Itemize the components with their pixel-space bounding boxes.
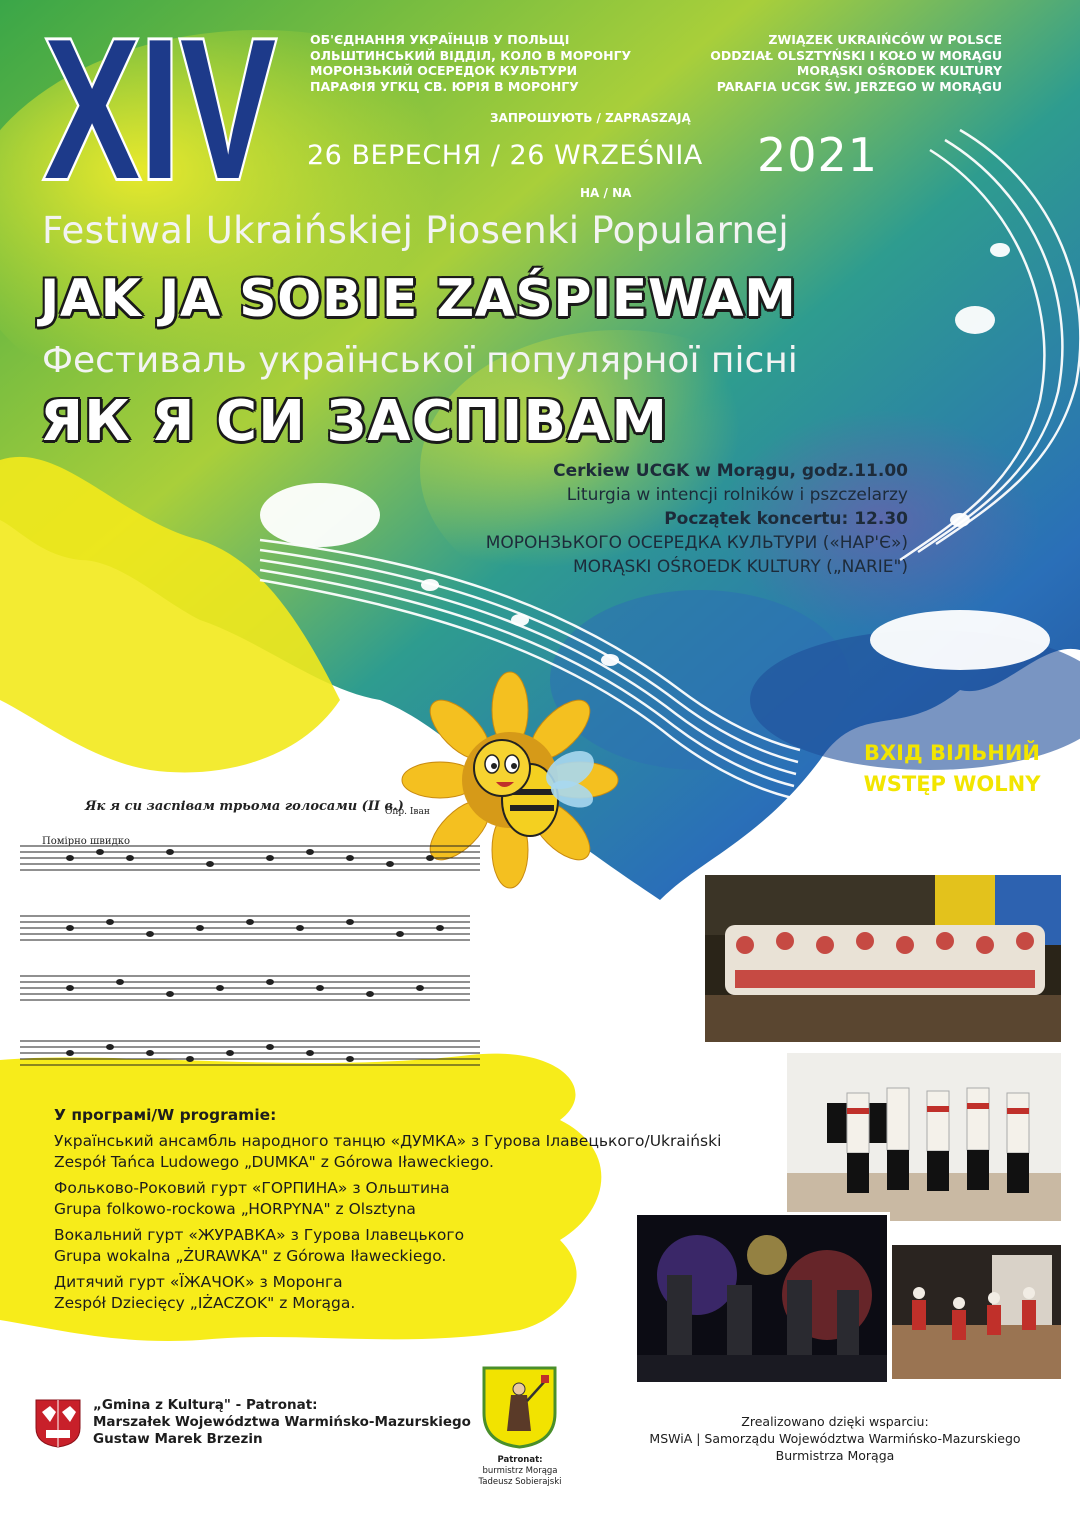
programme-item-pl: Zespół Tańca Ludowego „DUMKA" z Górowa Iławeckiego.	[54, 1153, 494, 1171]
organizer-line: МОРОНЗЬКИЙ ОСЕРЕДОК КУЛЬТУРИ	[310, 63, 578, 78]
organizer-line: PARAFIA UCGK ŚW. JERZEGO W MORĄGU	[716, 78, 1002, 94]
festival-title-ua: ЯК Я СИ ЗАСПІВАМ	[40, 389, 669, 454]
numeral-text: XIV	[44, 0, 276, 221]
organizer-line: MORĄSKI OŚRODEK KULTURY	[796, 63, 1002, 78]
footer-patronage-left	[93, 1397, 471, 1448]
programme-heading: У програмі/W programie:	[54, 1106, 277, 1124]
footer-line: Burmistrza Morąga	[775, 1448, 895, 1463]
organizers-pl	[672, 32, 1002, 94]
liturgy-place: Cerkiew UCGK w Morągu, godz.11.00	[553, 461, 908, 481]
patronat-line: Tadeusz Sobierajski	[478, 1477, 562, 1487]
patronat-label: Patronat:	[497, 1455, 543, 1465]
programme-item	[54, 1272, 774, 1315]
programme-item	[54, 1178, 774, 1221]
programme-item-pl: Grupa wokalna „ŻURAWKA" z Górowa Iławeckiego.	[54, 1247, 447, 1265]
footer-line: MSWiA | Samorządu Województwa Warmińsko-Mazurskiego	[649, 1431, 1021, 1446]
organizer-line: ZWIĄZEK UKRAIŃCÓW W POLSCE	[768, 32, 1002, 47]
morag-coat-of-arms-icon	[481, 1365, 558, 1450]
organizer-line: ОЛЬШТИНСЬКИЙ ВІДДІЛ, КОЛО В МОРОНГУ	[310, 47, 632, 63]
venue-ua: МОРОНЗЬКОГО ОСЕРЕДКА КУЛЬТУРИ («НАР'Є»)	[485, 533, 908, 553]
sheet-title: Як я си заспівам трьома голосами (II в.)	[85, 799, 404, 814]
photo-children-group	[892, 1245, 1061, 1379]
programme-item-pl: Zespół Dziecięcy „IŻACZOK" z Morąga.	[54, 1294, 356, 1312]
festival-name-ua: Фестиваль української популярної пісні	[42, 340, 798, 381]
staff-1	[20, 846, 480, 870]
staff-2	[20, 916, 470, 940]
event-year: 2021	[757, 128, 879, 182]
programme-item	[54, 1225, 774, 1268]
event-details	[486, 459, 908, 579]
festival-title-pl: JAK JA SOBIE ZAŚPIEWAM	[40, 269, 797, 329]
patronat-center	[460, 1455, 580, 1488]
free-entry	[842, 738, 1062, 800]
festival-name-pl: Festiwal Ukraińskiej Piosenki Popularnej	[42, 209, 789, 252]
organizer-line: ОБ'ЄДНАННЯ УКРАЇНЦІВ У ПОЛЬЩІ	[310, 32, 570, 47]
staff-4	[20, 1041, 480, 1065]
programme-item-ua: Дитячий гурт «ЇЖАЧОК» з Моронга	[54, 1272, 343, 1291]
edition-numeral	[40, 0, 280, 221]
footer-line: Marszałek Województwa Warmińsko-Mazurskiego	[93, 1414, 471, 1430]
concert-start: Początek koncertu: 12.30	[664, 509, 908, 529]
sheet-tempo: Помірно швидко	[42, 836, 131, 847]
programme	[54, 1105, 774, 1319]
sheet-author: Опр. Іван	[385, 807, 430, 817]
photo-vocal-group	[787, 1053, 1061, 1221]
programme-item-ua: Фольково-Роковий гурт «ГОРПИНА» з Ольштина	[54, 1178, 450, 1197]
organizers-ua	[310, 32, 670, 94]
liturgy-intention: Liturgia w intencji rolników i pszczelarzy	[566, 485, 908, 505]
on-label: НА / NA	[580, 186, 632, 200]
programme-item-pl: Grupa folkowo-rockowa „HORPYNA" z Olsztyna	[54, 1200, 416, 1218]
free-entry-pl: WSTĘP WOLNY	[863, 772, 1041, 796]
invite-label: ЗАПРОШУЮТЬ / ZAPRASZAJĄ	[490, 111, 691, 125]
free-entry-ua: ВХІД ВІЛЬНИЙ	[863, 741, 1041, 765]
footer-line: Gustaw Marek Brzezin	[93, 1431, 263, 1447]
patronat-line: burmistrz Morąga	[482, 1466, 558, 1476]
organizer-line: ODDZIAŁ OLSZTYŃSKI I KOŁO W MORĄGU	[710, 47, 1002, 63]
footer-line: „Gmina z Kulturą" - Patronat:	[93, 1397, 318, 1413]
programme-item-ua: Український ансамбль народного танцю «ДУМКА» з Гурова Ілавецького/Ukraiński	[54, 1131, 722, 1150]
staff-3	[20, 976, 470, 1000]
event-date: 26 ВЕРЕСНЯ / 26 WRZEŚNIA	[307, 140, 703, 171]
organizer-line: ПАРАФІЯ УГКЦ СВ. ЮРІЯ В МОРОНГУ	[310, 78, 579, 94]
footer-line: Zrealizowano dzięki wsparciu:	[741, 1414, 929, 1429]
programme-item	[54, 1131, 774, 1174]
warmia-mazury-coat-of-arms-icon	[34, 1398, 82, 1448]
footer-support	[640, 1413, 1030, 1464]
programme-item-ua: Вокальний гурт «ЖУРАВКА» з Гурова Ілавецького	[54, 1225, 465, 1244]
photo-dance-ensemble	[705, 875, 1061, 1042]
venue-pl: MORĄSKI OŚROEDK KULTURY („NARIE")	[572, 557, 908, 577]
